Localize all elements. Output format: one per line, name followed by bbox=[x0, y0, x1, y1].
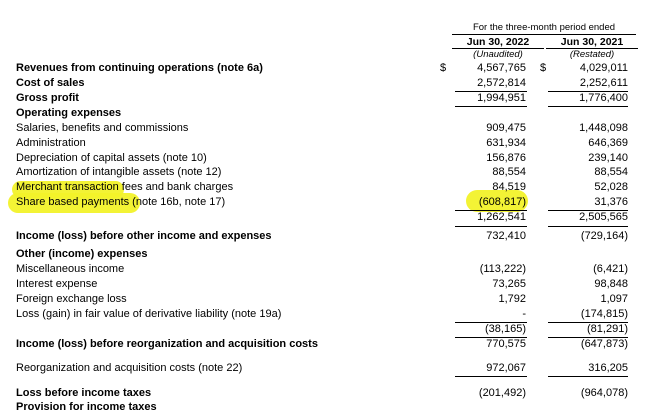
value-2021: 88,554 bbox=[594, 166, 628, 178]
row-loss-before-taxes bbox=[0, 387, 649, 402]
row-label: Administration bbox=[16, 137, 86, 149]
value-2021: 1,097 bbox=[600, 293, 628, 305]
row-other-expenses-heading bbox=[0, 248, 649, 263]
value-2021: 239,140 bbox=[588, 152, 628, 164]
value-2021: 1,448,098 bbox=[579, 122, 628, 134]
value-2022: 4,567,765 bbox=[477, 62, 526, 74]
row-label: Cost of sales bbox=[16, 77, 85, 89]
row-misc-income bbox=[0, 263, 649, 278]
value-2021: 4,029,011 bbox=[579, 62, 628, 74]
row-share-based-payments bbox=[0, 196, 649, 211]
value-2021: 98,848 bbox=[594, 278, 628, 290]
value-2022: 631,934 bbox=[486, 137, 526, 149]
row-label: Provision for income taxes bbox=[16, 401, 157, 413]
underline bbox=[455, 226, 527, 227]
period-header: For the three-month period ended bbox=[452, 22, 636, 35]
row-cost-of-sales bbox=[0, 77, 649, 92]
row-label: Merchant transaction fees and bank charges bbox=[16, 181, 234, 193]
row-label: Amortization of intangible assets (note 12) bbox=[16, 166, 222, 178]
value-2022: 1,994,951 bbox=[477, 92, 526, 104]
section-heading: Operating expenses bbox=[16, 107, 122, 119]
value-2022: 84,519 bbox=[492, 181, 526, 193]
row-label: Foreign exchange loss bbox=[16, 293, 127, 305]
value-2021: (6,421) bbox=[593, 263, 628, 275]
column-sub-restated: (Restated) bbox=[569, 49, 615, 60]
row-label: Gross profit bbox=[16, 92, 79, 104]
row-label: Loss before income taxes bbox=[16, 387, 152, 399]
row-fx-loss bbox=[0, 293, 649, 308]
underline bbox=[548, 226, 628, 227]
value-2022: - bbox=[522, 308, 526, 320]
row-derivative-liability bbox=[0, 308, 649, 323]
value-2021: (174,815) bbox=[580, 308, 628, 320]
row-label: Share based payments (note 16b, note 17) bbox=[16, 196, 226, 208]
value-2021: 1,776,400 bbox=[579, 92, 628, 104]
row-merchant-fees bbox=[0, 181, 649, 196]
value-2022: (608,817) bbox=[478, 196, 526, 208]
underline bbox=[548, 376, 628, 377]
row-salaries bbox=[0, 122, 649, 137]
row-label: Interest expense bbox=[16, 278, 98, 290]
row-label: Income (loss) before other income and expenses bbox=[16, 230, 272, 242]
row-label: Revenues from continuing operations (note 6a) bbox=[16, 62, 263, 74]
value-2022: 1,262,541 bbox=[477, 211, 526, 223]
value-2022: 1,792 bbox=[498, 293, 526, 305]
value-2021: (964,078) bbox=[580, 387, 628, 399]
value-2022: 732,410 bbox=[486, 230, 526, 242]
row-income-before-other bbox=[0, 230, 649, 245]
row-label: Salaries, benefits and commissions bbox=[16, 122, 189, 134]
row-label: Loss (gain) in fair value of derivative liability (note 19a) bbox=[16, 308, 282, 320]
value-2021: 2,252,611 bbox=[579, 77, 628, 89]
value-2022: (113,222) bbox=[479, 263, 526, 275]
value-2022: 972,067 bbox=[486, 362, 526, 374]
value-2021: (647,873) bbox=[580, 338, 628, 350]
value-2022: 909,475 bbox=[486, 122, 526, 134]
row-revenues bbox=[0, 62, 649, 77]
underline bbox=[455, 376, 527, 377]
currency-symbol: $ bbox=[540, 62, 547, 74]
row-operating-expenses-total bbox=[0, 211, 649, 226]
value-2022: 770,575 bbox=[486, 338, 526, 350]
row-other-expenses-total bbox=[0, 323, 649, 338]
row-operating-expenses-heading bbox=[0, 107, 649, 122]
section-heading: Other (income) expenses bbox=[16, 248, 148, 260]
currency-symbol: $ bbox=[440, 62, 447, 74]
value-2022: 2,572,814 bbox=[477, 77, 526, 89]
column-sub-unaudited: (Unaudited) bbox=[473, 49, 523, 60]
column-date-2022: Jun 30, 2022 bbox=[452, 36, 544, 49]
column-date-2021: Jun 30, 2021 bbox=[546, 36, 638, 49]
value-2022: (201,492) bbox=[478, 387, 526, 399]
row-label: Reorganization and acquisition costs (note 22) bbox=[16, 362, 243, 374]
value-2021: 31,376 bbox=[594, 196, 628, 208]
row-label: Income (loss) before reorganization and acquisition costs bbox=[16, 338, 318, 350]
value-2021: 52,028 bbox=[594, 181, 628, 193]
value-2021: (81,291) bbox=[587, 323, 628, 335]
value-2021: (729,164) bbox=[580, 230, 628, 242]
row-depreciation bbox=[0, 152, 649, 167]
row-gross-profit bbox=[0, 92, 649, 107]
row-label: Depreciation of capital assets (note 10) bbox=[16, 152, 207, 164]
value-2021: 316,205 bbox=[588, 362, 628, 374]
row-label: Miscellaneous income bbox=[16, 263, 125, 275]
value-2021: 2,505,565 bbox=[579, 211, 628, 223]
row-administration bbox=[0, 137, 649, 152]
value-2021: 646,369 bbox=[588, 137, 628, 149]
row-reorg-costs bbox=[0, 362, 649, 377]
value-2022: 73,265 bbox=[492, 278, 526, 290]
row-income-before-reorg bbox=[0, 338, 649, 353]
row-amortization bbox=[0, 166, 649, 181]
value-2022: 156,876 bbox=[486, 152, 526, 164]
value-2022: (38,165) bbox=[485, 323, 526, 335]
row-interest-expense bbox=[0, 278, 649, 293]
value-2022: 88,554 bbox=[492, 166, 526, 178]
